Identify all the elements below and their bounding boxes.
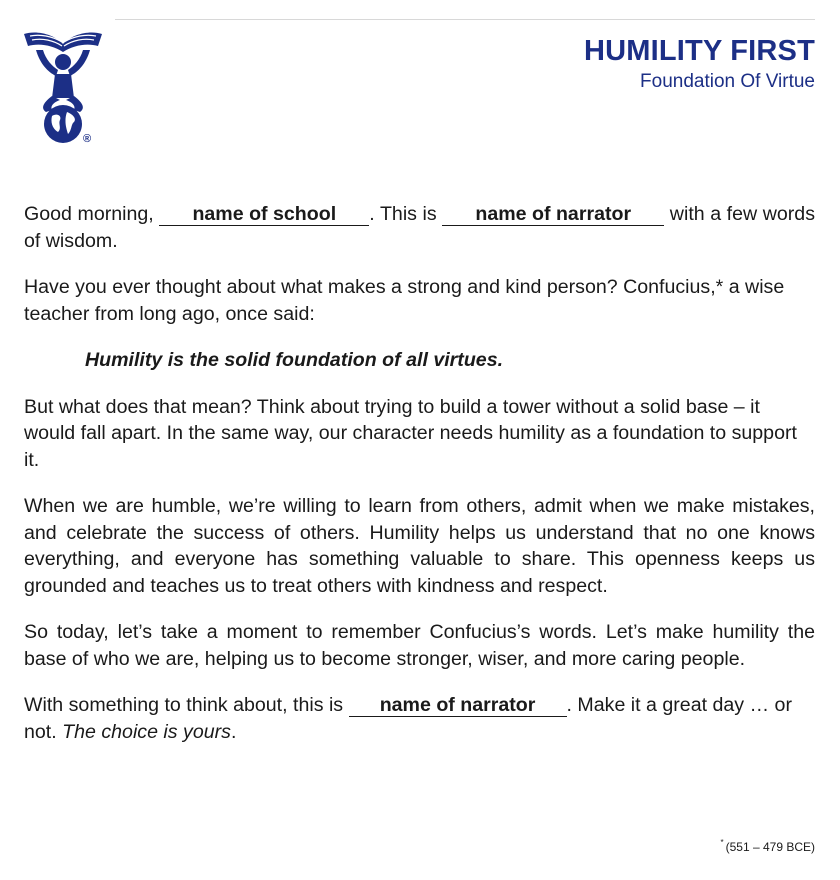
page-subtitle: Foundation Of Virtue [640, 71, 815, 92]
narrator-name-blank-closing[interactable]: name of narrator [349, 694, 567, 717]
page-title: HUMILITY FIRST [583, 35, 815, 67]
paragraph-greeting: Good morning, name of school . This is name of narrator with a few words of wisdom. [24, 203, 815, 252]
paragraph-meaning: But what does that mean? Think about trying to build a tower without a solid base – it would fall apart. In the same way, our character needs humility as a foundation to support it. [24, 395, 797, 471]
registered-mark: ® [83, 133, 92, 145]
footnote-text: (551 – 479 BCE) [725, 840, 815, 854]
paragraph-today: So today, let’s take a moment to remember Confucius’s words. Let’s make humility the base of who we are, helping us to become stronger, wiser, and more caring people. [24, 621, 815, 670]
footnote-marker: * [720, 838, 724, 847]
school-name-blank[interactable]: name of school [159, 203, 369, 226]
paragraph-humble: When we are humble, we’re willing to learn from others, admit when we make mistakes, and celebrate the success of others. Humility helps us understand that no one knows everything, and everyone has something valuable to share. This openness keeps us grounded and teaches us to treat others with kindness and respect. [24, 495, 815, 597]
figure-head-icon [55, 54, 71, 70]
humility-first-logo [22, 20, 104, 148]
header-titles [584, 34, 815, 94]
confucius-quote: Humility is the solid foundation of all virtues. [85, 349, 504, 371]
footnote [720, 838, 815, 854]
closing-tagline: The choice is yours [62, 720, 231, 743]
paragraph-closing: With something to think about, this is name of narrator . Make it a great day … or not. The choice is yours. [24, 694, 792, 743]
narrator-name-blank[interactable]: name of narrator [442, 203, 664, 226]
globe-icon [44, 105, 82, 143]
script-body [24, 201, 815, 765]
paragraph-intro: Have you ever thought about what makes a strong and kind person? Confucius,* a wise teacher from long ago, once said: [24, 276, 785, 325]
header-rule [115, 19, 815, 20]
